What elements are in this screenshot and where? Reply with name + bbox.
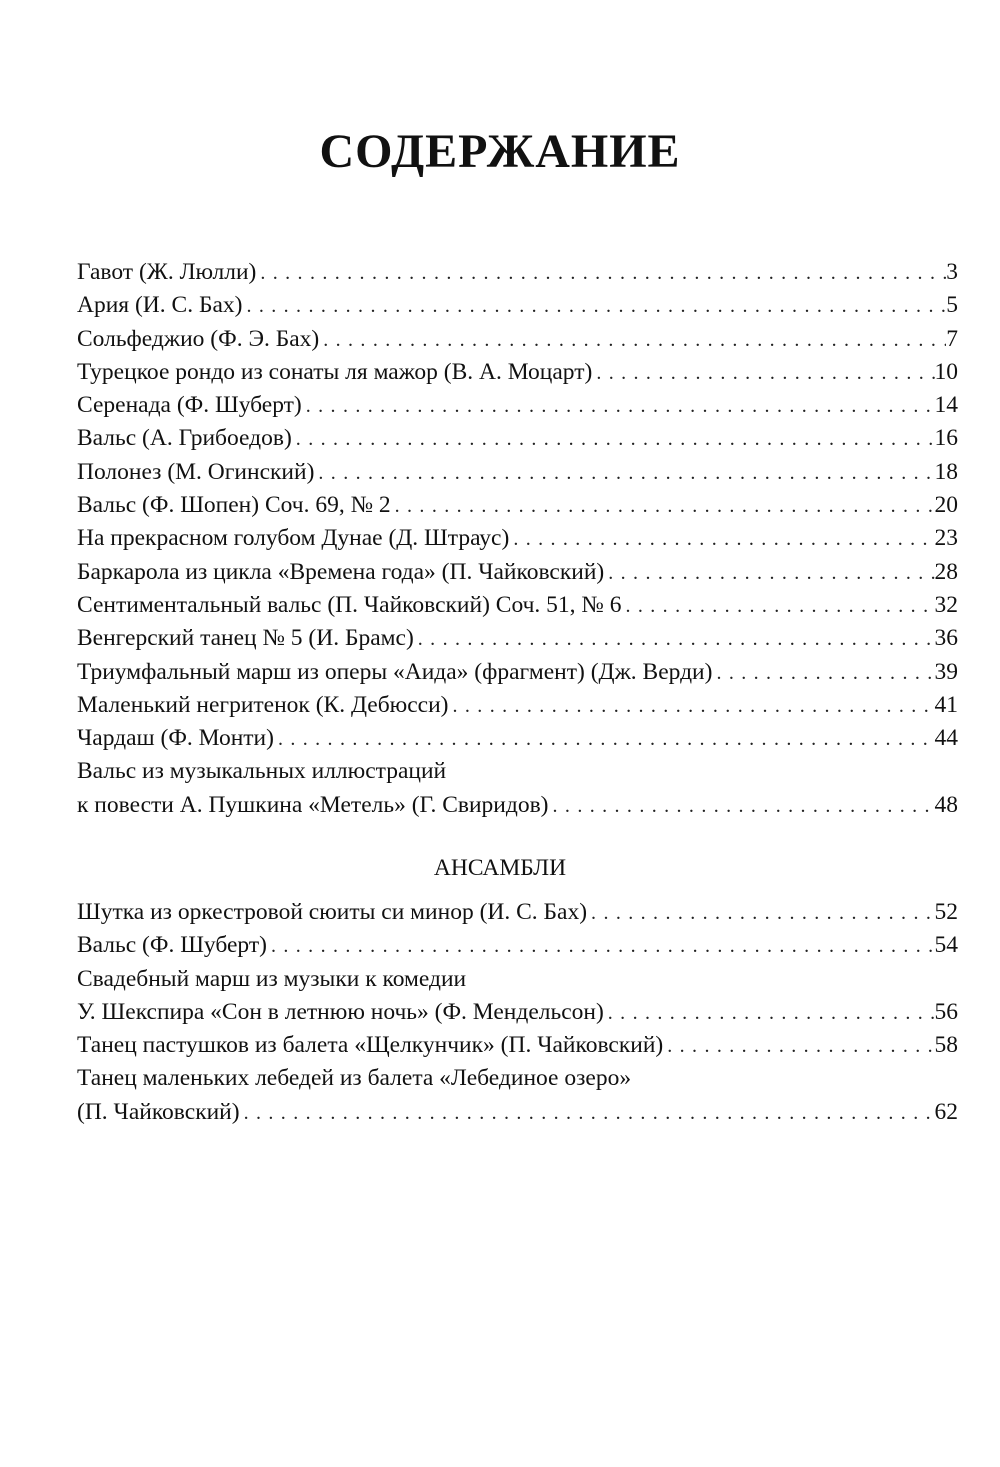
toc-entry-page: 3: [946, 259, 958, 285]
dot-leader: [716, 657, 934, 690]
toc-entry-title: Танец пастушков из балета «Щелкунчик» (П. Чайковский): [77, 1032, 664, 1059]
dot-leader: [596, 357, 934, 390]
toc-entry-title: Ария (И. С. Бах): [77, 292, 243, 319]
toc-entry-title: Полонез (М. Огинский): [77, 458, 315, 485]
toc-entry-page: 48: [934, 791, 958, 818]
toc-entry-page: 56: [934, 998, 958, 1025]
toc-entry-title: Вальс (А. Грибоедов): [77, 425, 292, 452]
dot-leader: [271, 930, 935, 963]
toc-entry-title: Вальс (Ф. Шопен) Соч. 69, № 2: [77, 492, 391, 519]
toc-entry-title: Маленький негритенок (К. Дебюсси): [77, 691, 449, 718]
dot-leader: [513, 523, 934, 556]
toc-entry[interactable]: [77, 929, 958, 962]
toc-entry[interactable]: [77, 422, 958, 455]
toc-entry[interactable]: [77, 489, 958, 522]
toc-ensembles-list: [77, 896, 958, 1129]
toc-entry[interactable]: [77, 389, 958, 422]
dot-leader: [278, 723, 935, 756]
toc-entry-first-line: Танец маленьких лебедей из балета «Лебединое озеро»: [77, 1065, 632, 1092]
toc-entry-title: Гавот (Ж. Люлли): [77, 259, 257, 285]
dot-leader: [244, 1097, 935, 1130]
dot-leader: [296, 423, 935, 456]
toc-entry-page: 52: [934, 899, 958, 925]
dot-leader: [395, 490, 935, 523]
toc-entry-page: 41: [934, 691, 958, 718]
toc-entry[interactable]: [77, 622, 958, 655]
ensembles-heading: АНСАМБЛИ: [433, 855, 567, 881]
toc-entry[interactable]: [77, 522, 958, 555]
toc-entry-title: Сольфеджио (Ф. Э. Бах): [77, 325, 320, 352]
toc-entry-page: 36: [934, 625, 958, 652]
toc-entry-page: 32: [934, 591, 958, 618]
toc-entry-page: 39: [934, 658, 958, 685]
toc-entry[interactable]: [77, 1096, 958, 1129]
toc-entry-page: 14: [934, 392, 958, 419]
toc-entry[interactable]: [77, 556, 958, 589]
dot-leader: [625, 590, 934, 623]
toc-entry[interactable]: [77, 589, 958, 622]
toc-entry[interactable]: [77, 1029, 958, 1062]
toc-entry-first-line: Свадебный марш из музыки к комедии: [77, 965, 467, 992]
dot-leader: [246, 290, 946, 323]
toc-entry-title: к повести А. Пушкина «Метель» (Г. Свиридов): [77, 791, 549, 818]
toc-entry-title: Баркарола из цикла «Времена года» (П. Чайковский): [77, 558, 605, 585]
toc-entry-title: Триумфальный марш из оперы «Аида» (фрагмент) (Дж. Верди): [77, 658, 713, 685]
dot-leader: [667, 1030, 934, 1063]
toc-entry[interactable]: [77, 689, 958, 722]
toc-entry-title: (П. Чайковский): [77, 1098, 240, 1125]
dot-leader: [418, 623, 935, 656]
dot-leader: [318, 457, 934, 490]
toc-entry[interactable]: [77, 722, 958, 755]
toc-entry-title: Сентиментальный вальс (П. Чайковский) Соч. 51, № 6: [77, 591, 622, 618]
dot-leader: [323, 324, 946, 357]
toc-entry-page: 28: [934, 558, 958, 585]
toc-entry-page: 5: [946, 292, 958, 319]
dot-leader: [591, 897, 934, 930]
toc-entry-title: Чардаш (Ф. Монти): [77, 725, 274, 752]
toc-entry[interactable]: [77, 896, 958, 929]
toc-entry[interactable]: [77, 456, 958, 489]
toc-entry-title: Турецкое рондо из сонаты ля мажор (В. А. Моцарт): [77, 358, 593, 385]
toc-entry[interactable]: [77, 996, 958, 1029]
toc-entry-page: 10: [934, 358, 958, 385]
toc-entry[interactable]: [77, 356, 958, 389]
toc-entry[interactable]: [77, 323, 958, 356]
toc-entry-first-line: Вальс из музыкальных иллюстраций: [77, 758, 447, 785]
toc-entry-title: Вальс (Ф. Шуберт): [77, 932, 267, 959]
toc-entry[interactable]: [77, 656, 958, 689]
toc-entry-page: 7: [946, 325, 958, 352]
toc-entry[interactable]: [77, 789, 958, 822]
toc-entry[interactable]: [77, 289, 958, 322]
toc-entry-title: У. Шекспира «Сон в летнюю ночь» (Ф. Мендельсон): [77, 998, 604, 1025]
toc-entry-title: Венгерский танец № 5 (И. Брамс): [77, 625, 414, 652]
toc-entry-page: 54: [934, 932, 958, 959]
toc-entry-page: 16: [934, 425, 958, 452]
toc-entry-title: Шутка из оркестровой сюиты си минор (И. С. Бах): [77, 899, 588, 925]
toc-entry-title: Серенада (Ф. Шуберт): [77, 392, 302, 419]
toc-entry-title: На прекрасном голубом Дунае (Д. Штраус): [77, 525, 510, 552]
toc-entry-page: 62: [934, 1098, 958, 1125]
page-title: СОДЕРЖАНИЕ: [319, 125, 681, 178]
toc-entry[interactable]: [77, 256, 958, 289]
toc-entry-page: 23: [934, 525, 958, 552]
dot-leader: [260, 257, 946, 290]
toc-main-list: [77, 256, 958, 822]
toc-entry-page: 20: [934, 492, 958, 519]
toc-entry-page: 18: [934, 458, 958, 485]
dot-leader: [553, 790, 935, 823]
dot-leader: [306, 390, 935, 423]
toc-entry-page: 44: [934, 725, 958, 752]
toc-entry-page: 58: [934, 1032, 958, 1059]
dot-leader: [608, 997, 935, 1030]
dot-leader: [453, 690, 935, 723]
dot-leader: [608, 557, 934, 590]
